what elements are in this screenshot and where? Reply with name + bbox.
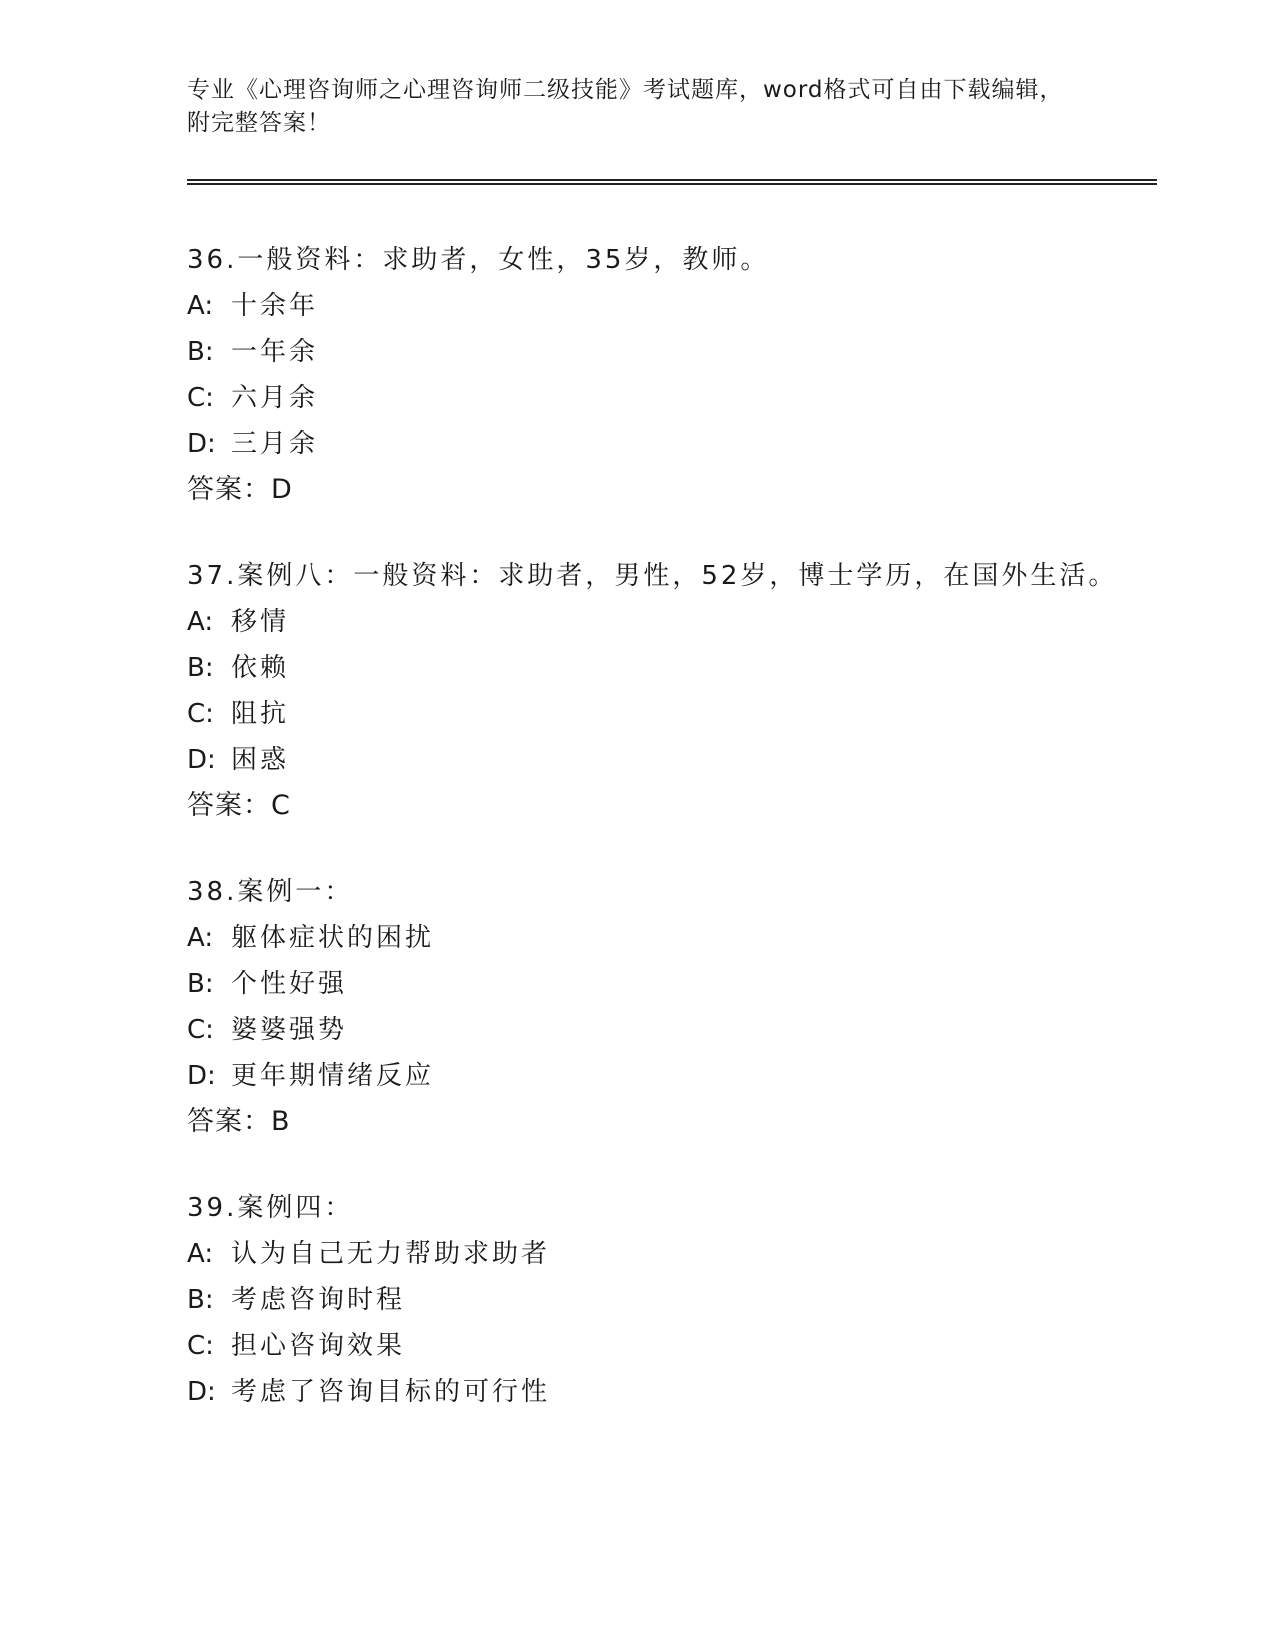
option-letter: B: [187,1285,214,1315]
option-a [187,915,1187,961]
header-divider-bottom [187,183,1157,185]
option-letter: B: [187,969,214,999]
option-b [187,1277,1187,1323]
option-text: 十余年 [231,291,319,321]
question-list [187,237,1187,1455]
option-letter: D: [187,745,216,775]
option-text: 考虑咨询时程 [231,1285,406,1315]
option-letter: C: [187,699,214,729]
option-d [187,737,1187,783]
option-text: 移情 [231,607,290,637]
question-stem: 39.案例四： [187,1193,354,1223]
option-letter: B: [187,653,214,683]
option-letter: A: [187,1239,214,1269]
option-text: 六月余 [231,383,319,413]
option-c [187,691,1187,737]
option-text: 困惑 [231,745,290,775]
option-c [187,1007,1187,1053]
option-letter: C: [187,1331,214,1361]
option-letter: D: [187,429,216,459]
option-letter: C: [187,1015,214,1045]
option-d [187,1369,1187,1415]
option-c [187,375,1187,421]
option-text: 考虑了咨询目标的可行性 [231,1377,551,1407]
option-a [187,599,1187,645]
option-text: 阻抗 [231,699,290,729]
option-c [187,1323,1187,1369]
question-39 [187,1185,1187,1415]
question-stem: 38.案例一： [187,877,354,907]
question-stem: 36.一般资料：求助者，女性，35岁，教师。 [187,245,770,275]
option-text: 个性好强 [231,969,348,999]
option-text: 躯体症状的困扰 [231,923,435,953]
question-38 [187,869,1187,1145]
option-text: 婆婆强势 [231,1015,348,1045]
option-a [187,283,1187,329]
option-text: 更年期情绪反应 [231,1061,435,1091]
answer-line: 答案：C [187,790,291,821]
option-letter: A: [187,923,214,953]
option-b [187,961,1187,1007]
document-intro: 专业《心理咨询师之心理咨询师二级技能》考试题库，word格式可自由下载编辑，附完整答案！ [187,77,1064,136]
option-b [187,645,1187,691]
option-text: 一年余 [231,337,319,367]
option-letter: D: [187,1061,216,1091]
option-text: 依赖 [231,653,290,683]
option-d [187,1053,1187,1099]
answer-line: 答案：D [187,474,293,505]
option-text: 三月余 [231,429,319,459]
question-37 [187,553,1187,829]
option-d [187,421,1187,467]
answer-line: 答案：B [187,1106,291,1137]
option-letter: C: [187,383,214,413]
question-stem: 37.案例八：一般资料：求助者，男性，52岁，博士学历，在国外生活。 [187,561,1118,591]
option-letter: A: [187,607,214,637]
option-b [187,329,1187,375]
option-text: 认为自己无力帮助求助者 [231,1239,551,1269]
option-letter: A: [187,291,214,321]
option-letter: D: [187,1377,216,1407]
option-a [187,1231,1187,1277]
question-36 [187,237,1187,513]
option-letter: B: [187,337,214,367]
option-text: 担心咨询效果 [231,1331,406,1361]
header-divider-top [187,179,1157,181]
